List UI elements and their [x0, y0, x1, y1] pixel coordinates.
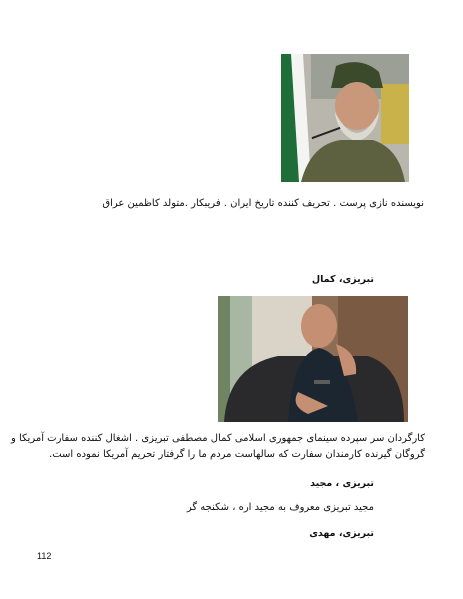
portrait-photo-1	[281, 54, 409, 182]
entry-caption-line: گروگان گیرنده کارمندان سفارت که سالهاست مردم ما را گرفتار تحریم آمریکا نموده است.	[49, 449, 425, 460]
entry-caption: مجید تبریزی معروف به مجید اره ، شکنجه گر	[186, 502, 374, 513]
page-number: 112	[37, 551, 52, 561]
portrait-1-image	[281, 54, 409, 182]
entry-heading: تبریزی، کمال	[311, 274, 374, 285]
entry-heading: تبریزی ، مجید	[310, 478, 374, 489]
portrait-photo-2	[218, 296, 408, 422]
entry-heading: تبریزی، مهدی	[309, 528, 374, 539]
portrait-2-image	[218, 296, 408, 422]
entry-caption: نویسنده نازی پرست . تحریف کننده تاریخ ایران . فریبکار .متولد کاظمین عراق	[102, 198, 424, 209]
entry-caption-line: کارگردان سر سپرده سینمای جمهوری اسلامی کمال مصطفی تبریزی . اشغال کننده سفارت آمریکا و	[10, 433, 425, 444]
